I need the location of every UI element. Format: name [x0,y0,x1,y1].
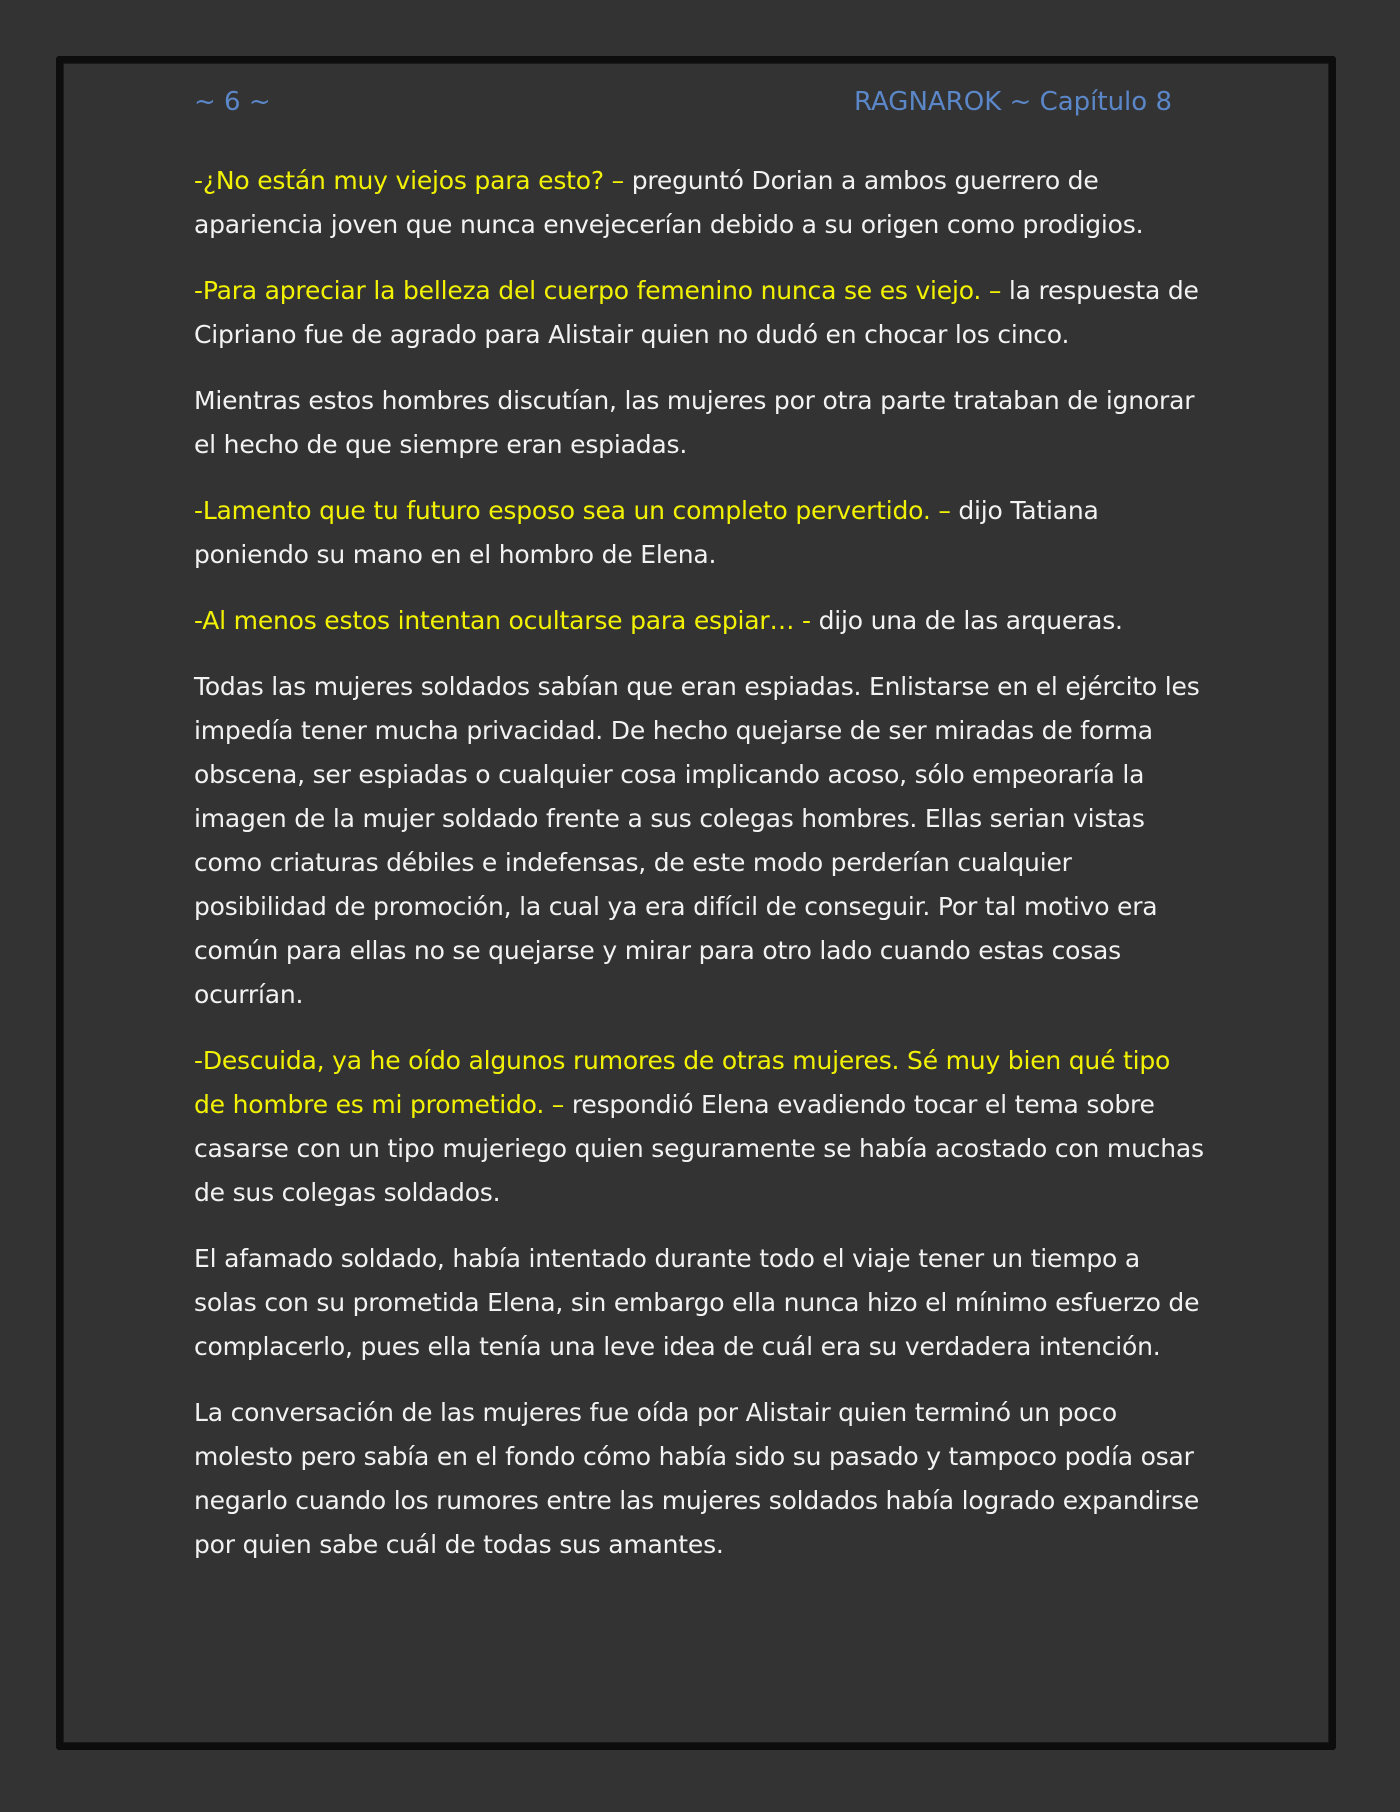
chapter-title: RAGNAROK ~ Capítulo 8 [853,87,1172,117]
narration-text: dijo una de las arqueras. [810,606,1123,635]
narration-text: Todas las mujeres soldados sabían que eran espiadas. Enlistarse en el ejército les impedía tener mucha privacidad. De hecho quejarse de ser miradas de forma obscena, ser espiadas o cualquier cosa implicando acoso, sólo empeoraría la imagen de la mujer soldado frente a sus colegas hombres. Ellas serian vistas como criaturas débiles e indefensas, de este modo perderían cualquier posibilidad de promoción, la cual ya era difícil de conseguir. Por tal motivo era común para ellas no se quejarse y mirar para otro lado cuando estas cosas ocurrían. [194,672,1200,1009]
dialogue-text: -Al menos estos intentan ocultarse para espiar… - [194,606,811,635]
paragraph [194,1039,1204,1215]
dialogue-text: -Lamento que tu futuro esposo sea un completo pervertido. – [194,496,951,525]
narration-text: preguntó Dorian a ambos guerrero de apariencia joven que nunca envejecerían debido a su origen como prodigios. [194,166,1144,239]
paragraph [194,1391,1204,1567]
dialogue-text: -Para apreciar la belleza del cuerpo femenino nunca se es viejo. – [194,276,1002,305]
paragraph [194,159,1204,247]
page-number: ~ 6 ~ [194,87,271,117]
dialogue-text: -Descuida, ya he oído algunos rumores de otras mujeres. Sé muy bien qué tipo de hombre es mi prometido. – [194,1046,1171,1119]
paragraph [194,665,1204,1017]
narration-text: la respuesta de Cipriano fue de agrado para Alistair quien no dudó en chocar los cinco. [194,276,1199,349]
paragraph [194,1237,1204,1369]
paragraph [194,269,1204,357]
paragraph [194,489,1204,577]
paragraph [194,599,1204,643]
narration-text: Mientras estos hombres discutían, las mujeres por otra parte trataban de ignorar el hecho de que siempre eran espiadas. [194,386,1195,459]
narration-text: La conversación de las mujeres fue oída por Alistair quien terminó un poco molesto pero sabía en el fondo cómo había sido su pasado y tampoco podía osar negarlo cuando los rumores entre las mujeres soldados había logrado expandirse por quien sabe cuál de todas sus amantes. [194,1398,1200,1559]
page-body [194,159,1204,1589]
narration-text: dijo Tatiana poniendo su mano en el hombro de Elena. [194,496,1099,569]
page-header [194,84,1172,120]
paragraph [194,379,1204,467]
narration-text: respondió Elena evadiendo tocar el tema sobre casarse con un tipo mujeriego quien seguramente se había acostado con muchas de sus colegas soldados. [194,1090,1204,1207]
dialogue-text: -¿No están muy viejos para esto? – [194,166,624,195]
narration-text: El afamado soldado, había intentado durante todo el viaje tener un tiempo a solas con su prometida Elena, sin embargo ella nunca hizo el mínimo esfuerzo de complacerlo, pues ella tenía una leve idea de cuál era su verdadera intención. [194,1244,1200,1361]
